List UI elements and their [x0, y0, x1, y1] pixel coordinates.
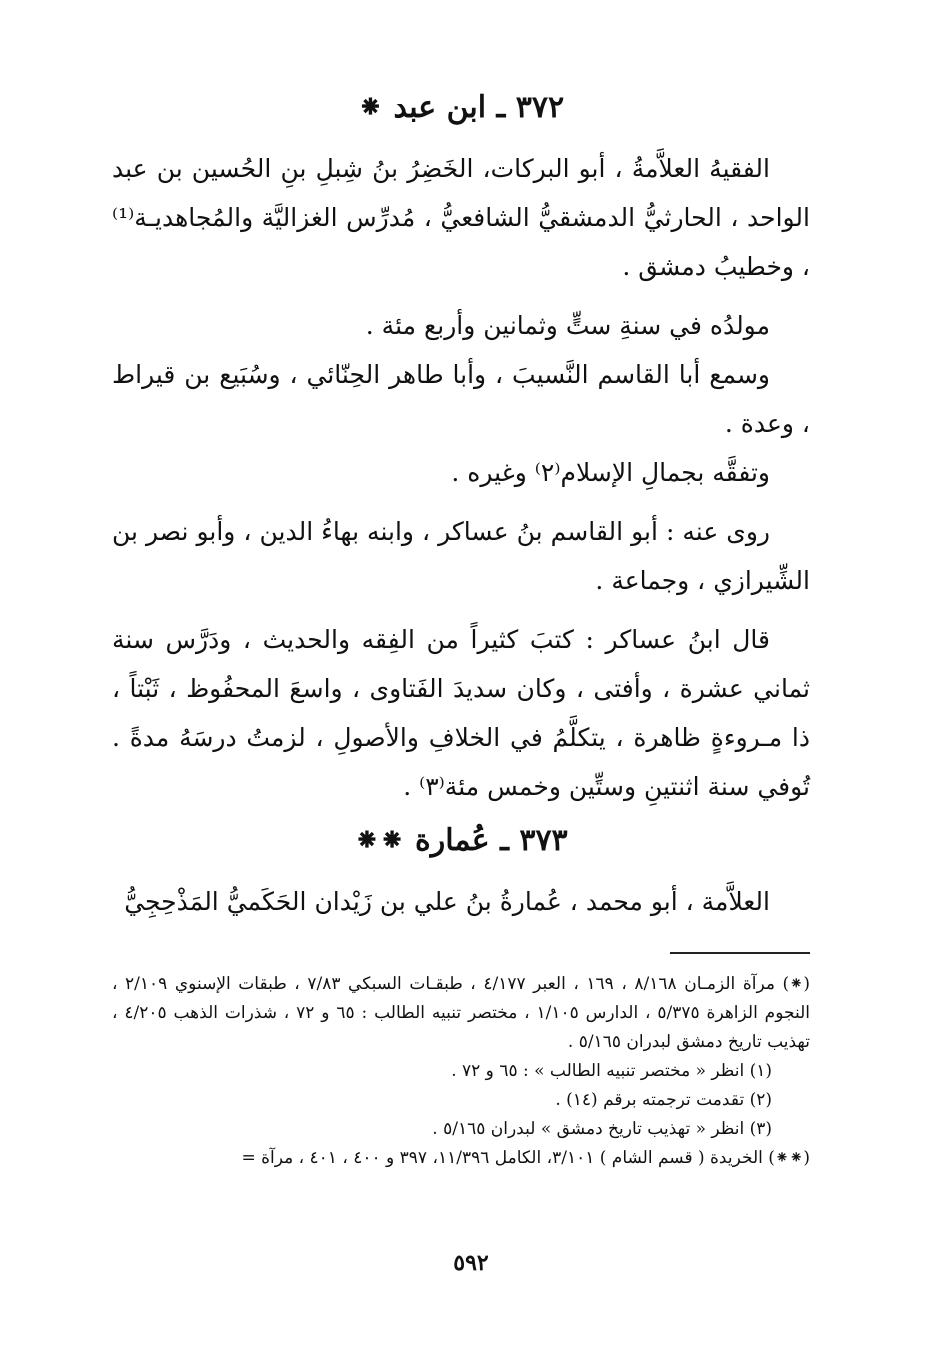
- footnote-star: (⁕) مرآة الزمـان ٨/١٦٨ ، ١٦٩ ، العبر ٤/١٧٧ ، طبقـات السبكي ٧/٨٣ ، طبقات الإسنوي ٢/١٠٩ ، النجوم الزاهرة ٥/٣٧٥ ، الدارس ١/١٠٥ ، مختصر تنبيه الطالب : ٦٥ و ٧٢ ، شذرات الذهب ٤/٢٠٥ ، تهذيب تاريخ دمشق لبدران ٥/١٦٥ .: [112, 974, 810, 1052]
- entry-372-paragraph-5: روى عنه : أبو القاسم بنُ عساكر ، وابنه بهاءُ الدين ، وأبو نصر بن الشِّيرازي ، وجماعة .: [112, 517, 810, 595]
- entry-372-paragraph-2: مولدُه في سنةِ ستٍّ وثمانين وأربع مئة .: [365, 311, 770, 340]
- footnotes: [112, 970, 810, 1173]
- page-number: ٥٩٢: [453, 1250, 489, 1276]
- footnote-double-star: (⁕⁕) الخريدة ( قسم الشام ) ٣/١٠١، الكامل ١١/٣٩٦، ٣٩٧ و ٤٠٠ ، ٤٠١ ، مرآة =: [241, 1148, 810, 1168]
- entry-372-paragraph-6: قال ابنُ عساكر : كتبَ كثيراً من الفِقه والحديث ، ودَرَّس سنة ثماني عشرة ، وأفتى ، وكان سديدَ الفَتاوى ، واسعَ المحفُوظ ، ثَبْتاً ، ذا مـروءةٍ ظاهرة ، يتكلَّمُ في الخلافِ والأصولِ ، لزمتُ درسَهُ مدةً . تُوفي سنة اثنتينِ وستِّين وخمس مئة⁽٣⁾ .: [112, 625, 810, 801]
- footnote-3: (٣) انظر « تهذيب تاريخ دمشق » لبدران ٥/١٦٥ .: [432, 1119, 772, 1139]
- footnote-1: (١) انظر « مختصر تنبيه الطالب » : ٦٥ و ٧٢ .: [451, 1061, 772, 1081]
- footnote-2: (٢) تقدمت ترجمته برقم (١٤) .: [555, 1090, 772, 1110]
- entry-372-paragraph-1: الفقيهُ العلاَّمةُ ، أبو البركات، الخَضِرُ بنُ شِبلِ بنِ الحُسين بن عبد الواحد ، الحارثيُّ الدمشقيُّ الشافعيُّ ، مُدرِّس الغزاليَّة والمُجاهديـة⁽¹⁾ ، وخطيبُ دمشق .: [112, 154, 810, 281]
- entry-373-paragraph-1: العلاَّمة ، أبو محمد ، عُمارةُ بنُ علي بن زَيْدان الحَكَميُّ المَذْحِجِيُّ: [124, 887, 770, 916]
- entry-372-paragraph-3: وسمع أبا القاسم النَّسيبَ ، وأبا طاهر الحِنّائي ، وسُبَيع بن قيراط ، وعدة .: [112, 360, 810, 438]
- entry-372-paragraph-4: وتفقَّه بجمالِ الإسلام⁽٢⁾ وغيره .: [451, 458, 770, 487]
- entry-title-373: ٣٧٣ ـ عُمارة ⁕⁕: [354, 823, 568, 858]
- entry-title-372: ٣٧٢ ـ ابن عبد ⁕: [357, 90, 565, 125]
- footnote-separator: [670, 952, 810, 954]
